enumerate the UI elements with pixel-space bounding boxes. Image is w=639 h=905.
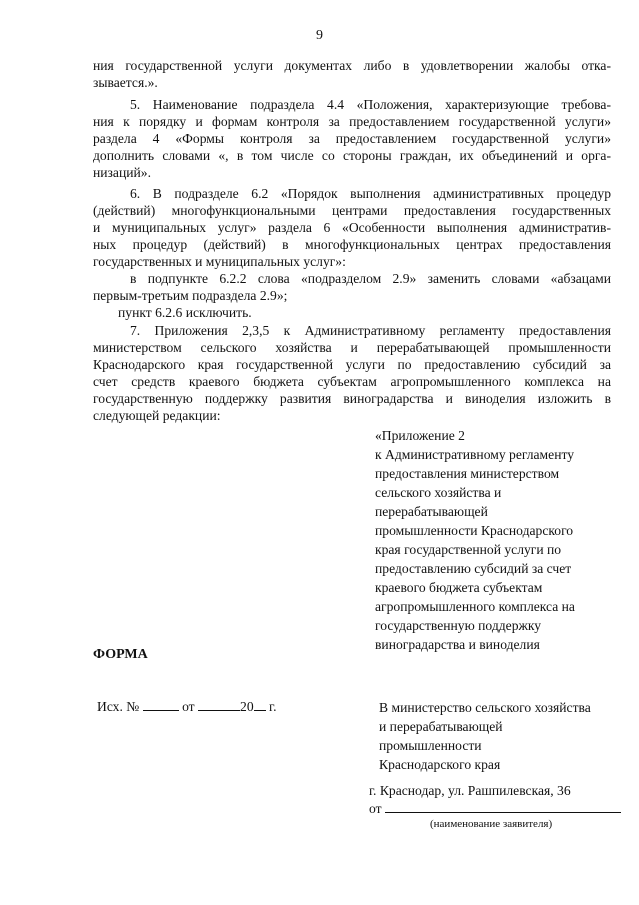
text-line: низаций». <box>93 165 151 180</box>
text-line: следующей редакции: <box>93 408 221 423</box>
applicant-line <box>369 800 621 817</box>
outgoing-suffix: г. <box>269 699 277 714</box>
appendix-header <box>375 426 575 654</box>
appendix-line: перерабатывающей <box>375 504 488 519</box>
appendix-line: сельского хозяйства и <box>375 485 502 500</box>
text-line: (действий) многофункциональными центрами предоставления государственных <box>93 203 611 218</box>
text-line: 7. Приложения 2,3,5 к Административному регламенту предоставления <box>130 323 611 338</box>
text-line: ния к порядку и формам контроля за предоставлением государственной услуги» <box>93 114 611 129</box>
text-line: зывается.». <box>93 75 158 90</box>
addressee-line: В министерство сельского хозяйства <box>379 700 591 715</box>
text-line: в подпункте 6.2.2 слова «подразделом 2.9» заменить словами «абзацами <box>130 271 611 286</box>
outgoing-year-blank[interactable] <box>254 698 266 711</box>
text-line: государственных и муниципальных услуг»: <box>93 254 346 269</box>
text-line: счет средств краевого бюджета субъектам агропромышленного комплекса на <box>93 374 611 389</box>
text-line: и муниципальных услуг» раздела 6 «Особенности выполнения административ- <box>93 220 611 235</box>
from-label: от <box>369 801 382 816</box>
text-line: пункт 6.2.6 исключить. <box>118 305 252 320</box>
outgoing-number-blank[interactable] <box>143 698 179 711</box>
text-line: ных процедур (действий) в многофункциональных центрах предоставления <box>93 237 611 252</box>
outgoing-prefix: Исх. № <box>97 699 140 714</box>
text-line: Краснодарского края государственной услуги по предоставлению субсидий за <box>93 357 611 372</box>
text-line: государственную поддержку развития виноградарства и виноделия изложить в <box>93 391 611 406</box>
addressee-block <box>379 698 591 774</box>
form-title: ФОРМА <box>93 647 148 662</box>
appendix-line: «Приложение 2 <box>375 428 465 443</box>
text-line: первым-третьим подраздела 2.9»; <box>93 288 288 303</box>
address-line: г. Краснодар, ул. Рашпилевская, 36 <box>369 783 571 798</box>
addressee-line: промышленности <box>379 738 482 753</box>
appendix-line: края государственной услуги по <box>375 542 562 557</box>
appendix-line: агропромышленного комплекса на <box>375 599 575 614</box>
appendix-line: предоставлению субсидий за счет <box>375 561 572 576</box>
addressee-line: Краснодарского края <box>379 757 501 772</box>
appendix-line: промышленности Краснодарского <box>375 523 574 538</box>
outgoing-from: от <box>182 699 195 714</box>
outgoing-number-line <box>97 698 276 715</box>
text-line: раздела 4 «Формы контроля за предоставлением государственной услуги» <box>93 131 611 146</box>
appendix-line: предоставления министерством <box>375 466 560 481</box>
page-number: 9 <box>316 28 323 43</box>
addressee-line: и перерабатывающей <box>379 719 503 734</box>
text-line: дополнить словами «, в том числе со стороны граждан, их объединений и орга- <box>93 148 611 163</box>
text-line: министерством сельского хозяйства и перерабатывающей промышленности <box>93 340 611 355</box>
outgoing-year: 20 <box>240 699 254 714</box>
appendix-line: государственную поддержку <box>375 618 542 633</box>
outgoing-date-blank[interactable] <box>198 698 240 711</box>
appendix-line: к Административному регламенту <box>375 447 575 462</box>
text-line: 6. В подразделе 6.2 «Порядок выполнения административных процедур <box>130 186 611 201</box>
appendix-line: виноградарства и виноделия <box>375 637 540 652</box>
text-line: ния государственной услуги документах либо в удовлетворении жалобы отка- <box>93 58 611 73</box>
applicant-name-blank[interactable] <box>385 800 621 813</box>
applicant-caption: (наименование заявителя) <box>430 818 553 830</box>
text-line: 5. Наименование подраздела 4.4 «Положения, характеризующие требова- <box>130 97 611 112</box>
appendix-line: краевого бюджета субъектам <box>375 580 543 595</box>
